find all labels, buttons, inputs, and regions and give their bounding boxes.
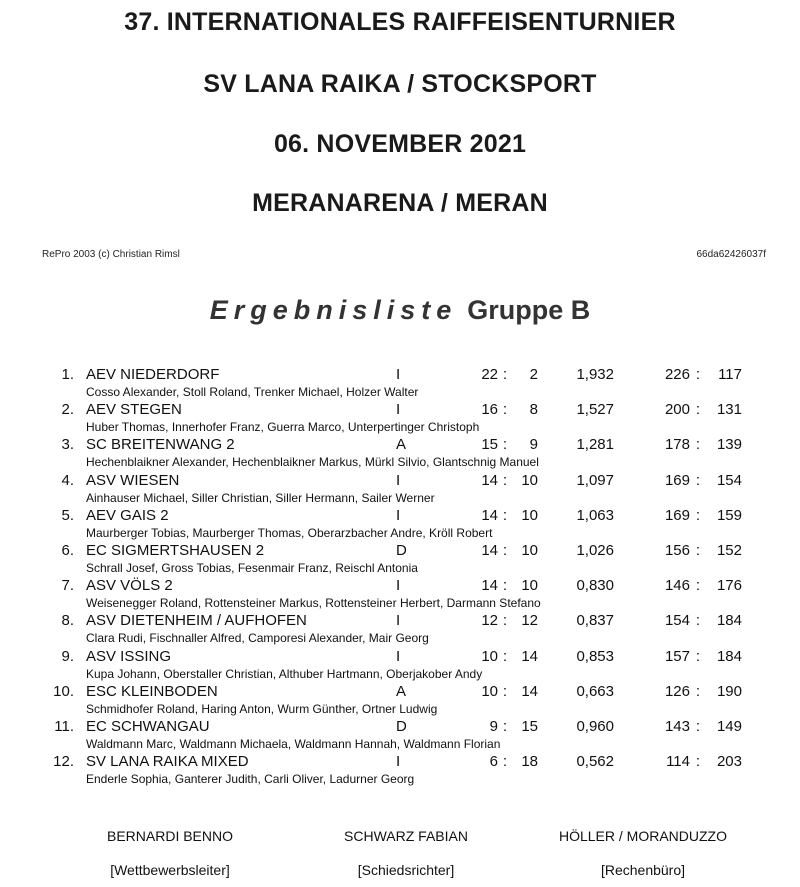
team-players: Enderle Sophia, Ganterer Judith, Carli Oliver, Ladurner Georg [86, 772, 415, 787]
score-for: 154 [664, 612, 690, 630]
points-lost: 9 [529, 436, 538, 454]
points-colon: : [502, 682, 508, 700]
event-venue: MERANARENA / MERAN [252, 189, 548, 217]
quotient-value: 1,063 [576, 506, 614, 524]
team-class: I [396, 612, 401, 630]
rank-number: 4. [61, 471, 74, 489]
result-entry [0, 365, 800, 400]
score-colon: : [695, 682, 701, 700]
results-heading [0, 295, 800, 326]
score-colon: : [695, 471, 701, 489]
quotient-value: 0,960 [576, 717, 614, 735]
points-won: 10 [481, 682, 498, 700]
score-against: 159 [716, 506, 742, 524]
team-class: I [396, 753, 401, 771]
team-players: Hechenblaikner Alexander, Hechenblaikner Markus, Mürkl Silvio, Glantschnig Manuel [86, 455, 539, 470]
points-won: 12 [481, 612, 498, 630]
points-lost: 18 [521, 753, 538, 771]
points-colon: : [502, 717, 508, 735]
points-won: 16 [481, 401, 498, 419]
team-players: Huber Thomas, Innerhofer Franz, Guerra Marco, Unterpertinger Christoph [86, 420, 480, 435]
team-players: Maurberger Tobias, Maurberger Thomas, Oberarzbacher Andre, Kröll Robert [86, 525, 493, 540]
rank-number: 9. [61, 647, 74, 665]
score-colon: : [695, 401, 701, 419]
points-won: 14 [481, 541, 498, 559]
rank-number: 10. [53, 682, 74, 700]
points-won: 14 [481, 471, 498, 489]
points-won: 22 [481, 366, 498, 383]
result-entry [0, 435, 800, 470]
team-players: Kupa Johann, Oberstaller Christian, Althuber Hartmann, Oberjakober Andy [86, 666, 483, 681]
team-name: ASV VÖLS 2 [86, 577, 173, 595]
quotient-value: 1,932 [576, 366, 614, 383]
organizer-title: SV LANA RAIKA / STOCKSPORT [203, 70, 597, 98]
score-for: 126 [664, 682, 690, 700]
signature-name-1: BERNARDI BENNO [106, 828, 234, 844]
rank-number: 1. [61, 366, 74, 383]
score-against: 149 [716, 717, 742, 735]
score-against: 176 [716, 577, 742, 595]
results-list [0, 365, 800, 787]
score-colon: : [695, 753, 701, 771]
score-against: 152 [716, 541, 742, 559]
points-lost: 14 [521, 647, 538, 665]
quotient-value: 0,562 [576, 753, 614, 771]
result-entry [0, 506, 800, 541]
score-colon: : [695, 541, 701, 559]
quotient-value: 0,837 [576, 612, 614, 630]
score-against: 131 [716, 401, 742, 419]
points-colon: : [502, 612, 508, 630]
score-colon: : [695, 612, 701, 630]
score-for: 178 [664, 436, 690, 454]
points-lost: 12 [521, 612, 538, 630]
team-class: I [396, 366, 401, 383]
team-class: A [396, 682, 407, 700]
result-entry [0, 647, 800, 682]
team-players: Weisenegger Roland, Rottensteiner Markus, Rottensteiner Herbert, Darmann Stefano [86, 596, 541, 611]
points-lost: 10 [521, 577, 538, 595]
quotient-value: 0,853 [576, 647, 614, 665]
signature-role-1: [Wettbewerbsleiter] [110, 862, 230, 878]
score-for: 200 [664, 401, 690, 419]
score-against: 154 [716, 471, 742, 489]
result-entry [0, 717, 800, 752]
score-for: 157 [664, 647, 690, 665]
rank-number: 8. [61, 612, 74, 630]
rank-number: 3. [61, 436, 74, 454]
points-colon: : [502, 577, 508, 595]
score-colon: : [695, 506, 701, 524]
points-lost: 15 [521, 717, 538, 735]
points-lost: 8 [529, 401, 538, 419]
signature-name-3: HÖLLER / MORANDUZZO [558, 828, 727, 844]
score-against: 184 [716, 647, 742, 665]
score-colon: : [695, 436, 701, 454]
signature-name-2: SCHWARZ FABIAN [344, 828, 468, 844]
result-entry [0, 576, 800, 611]
team-class: I [396, 577, 401, 595]
quotient-value: 1,527 [576, 401, 614, 419]
team-name: SV LANA RAIKA MIXED [86, 753, 249, 771]
team-name: AEV NIEDERDORF [86, 366, 220, 383]
quotient-value: 0,663 [576, 682, 614, 700]
score-colon: : [695, 717, 701, 735]
team-class: I [396, 401, 401, 419]
score-for: 143 [664, 717, 690, 735]
team-name: AEV GAIS 2 [86, 506, 169, 524]
result-entry [0, 541, 800, 576]
rank-number: 11. [54, 717, 74, 735]
score-for: 226 [664, 366, 690, 383]
points-won: 10 [481, 647, 498, 665]
rank-number: 12. [53, 753, 74, 771]
quotient-value: 1,281 [576, 436, 614, 454]
quotient-value: 0,830 [576, 577, 614, 595]
team-class: I [396, 506, 401, 524]
result-entry [0, 682, 800, 717]
event-date: 06. NOVEMBER 2021 [273, 130, 527, 158]
points-lost: 10 [521, 471, 538, 489]
score-colon: : [695, 647, 701, 665]
software-credit: RePro 2003 (c) Christian Rimsl [42, 249, 180, 260]
score-against: 203 [716, 753, 742, 771]
score-colon: : [695, 577, 701, 595]
team-players: Schmidhofer Roland, Haring Anton, Wurm Günther, Ortner Ludwig [86, 701, 438, 716]
rank-number: 5. [61, 506, 74, 524]
team-name: ASV WIESEN [86, 471, 180, 489]
points-lost: 10 [521, 506, 538, 524]
team-name: SC BREITENWANG 2 [86, 436, 235, 454]
results-heading-group: Gruppe B [467, 295, 591, 325]
score-against: 184 [716, 612, 742, 630]
score-against: 190 [716, 682, 742, 700]
team-class: A [396, 436, 407, 454]
team-players: Schrall Josef, Gross Tobias, Fesenmair Franz, Reischl Antonia [86, 560, 418, 575]
score-for: 146 [664, 577, 690, 595]
points-colon: : [502, 471, 508, 489]
score-for: 169 [664, 471, 690, 489]
team-players: Clara Rudi, Fischnaller Alfred, Camporesi Alexander, Mair Georg [86, 631, 429, 646]
score-against: 117 [718, 366, 742, 383]
quotient-value: 1,097 [576, 471, 614, 489]
team-name: AEV STEGEN [86, 401, 182, 419]
tournament-title: 37. INTERNATIONALES RAIFFEISENTURNIER [124, 8, 676, 36]
points-won: 14 [481, 577, 498, 595]
result-entry [0, 752, 800, 787]
points-won: 15 [481, 436, 498, 454]
team-name: ESC KLEINBODEN [86, 682, 218, 700]
result-entry [0, 471, 800, 506]
results-heading-main: Ergebnisliste [209, 295, 458, 325]
points-lost: 10 [521, 541, 538, 559]
score-for: 114 [666, 753, 690, 771]
team-class: I [396, 471, 401, 489]
rank-number: 2. [61, 401, 74, 419]
team-name: ASV DIETENHEIM / AUFHOFEN [86, 612, 307, 630]
quotient-value: 1,026 [576, 541, 614, 559]
score-for: 169 [664, 506, 690, 524]
team-name: EC SCHWANGAU [86, 717, 210, 735]
document-id: 66da62426037f [696, 249, 766, 260]
team-players: Ainhauser Michael, Siller Christian, Siller Hermann, Sailer Werner [86, 490, 435, 505]
points-won: 9 [489, 717, 498, 735]
points-colon: : [502, 647, 508, 665]
points-lost: 2 [529, 366, 538, 383]
signature-role-2: [Schiedsrichter] [357, 862, 455, 878]
result-entry [0, 611, 800, 646]
rank-number: 6. [61, 541, 74, 559]
points-colon: : [502, 436, 508, 454]
points-won: 14 [481, 506, 498, 524]
team-class: D [396, 541, 407, 559]
score-colon: : [695, 366, 701, 383]
score-for: 156 [664, 541, 690, 559]
team-class: I [396, 647, 401, 665]
points-won: 6 [489, 753, 498, 771]
team-name: ASV ISSING [86, 647, 172, 665]
result-entry [0, 400, 800, 435]
team-players: Waldmann Marc, Waldmann Michaela, Waldmann Hannah, Waldmann Florian [86, 736, 501, 751]
points-lost: 14 [521, 682, 538, 700]
score-against: 139 [716, 436, 742, 454]
rank-number: 7. [61, 577, 74, 595]
points-colon: : [502, 753, 508, 771]
points-colon: : [502, 506, 508, 524]
team-players: Cosso Alexander, Stoll Roland, Trenker Michael, Holzer Walter [86, 385, 419, 399]
points-colon: : [502, 541, 508, 559]
team-name: EC SIGMERTSHAUSEN 2 [86, 541, 265, 559]
points-colon: : [502, 366, 508, 383]
team-class: D [396, 717, 407, 735]
points-colon: : [502, 401, 508, 419]
signature-role-3: [Rechenbüro] [600, 862, 686, 878]
